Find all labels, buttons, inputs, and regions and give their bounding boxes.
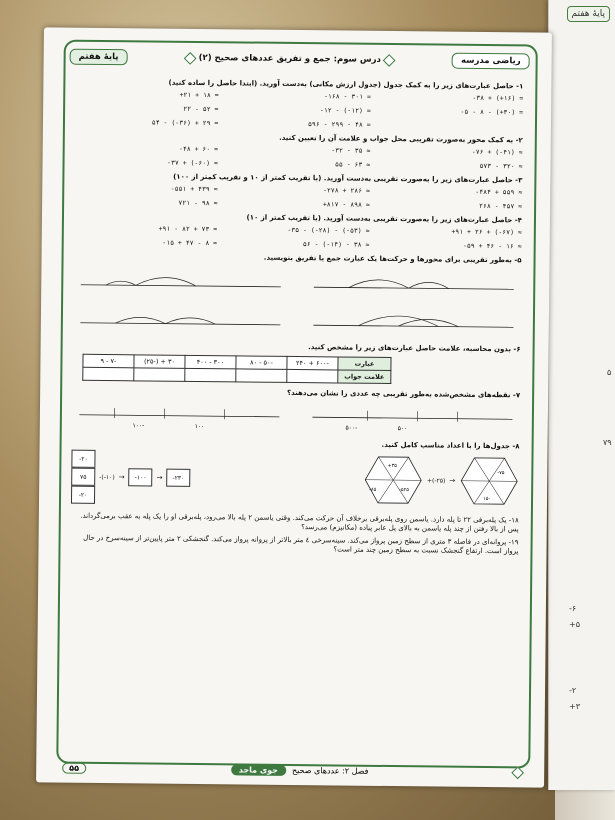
word-problem: ۱۹- پروانه‌ای در فاصله ۳ متری از سطح زمین پرواز می‌کند. سینه‌سرخی ٤ متر بالاتر از پروانه پرواز می‌کند. گنجشکی ۲ متر پایین‌تر از سینه‌سرخ در حال پرواز است. ارتفاع گنجشک نسبت به سطح زمین چند متر است؟ <box>83 533 519 555</box>
page-footer <box>62 760 522 781</box>
answer-row <box>74 198 522 211</box>
answer-cell[interactable] <box>134 368 185 382</box>
expression: -۴۸۴ + ۵۵۹ ≈ <box>475 187 523 197</box>
table-cell: ۳۰۰ - ۴۰۰ <box>185 355 236 369</box>
table-answer-label: علامت جواب <box>338 370 391 384</box>
answer-row <box>75 104 523 117</box>
number-line-svg <box>306 305 521 337</box>
expression: -۵ - ۸ - (+۳۰) = <box>460 107 524 117</box>
next-page-number: -۲ <box>569 686 577 695</box>
question-prompt: ۱- حاصل عبارت‌های زیر را به کمک جدول (جدول ارزش مکانی) به‌دست آورید. (ابتدا حاصل را ساده کنید) <box>168 78 524 91</box>
next-page-number: ۷۹ <box>603 438 612 447</box>
operation-label: +(-۲۵) <box>427 477 446 485</box>
table-cell: -۶۰۰ + ۲۴۰ <box>287 356 338 370</box>
hexagon-figure <box>363 453 520 509</box>
tables-figure <box>71 450 520 509</box>
answer-row <box>75 118 523 131</box>
question-prompt: ۶- بدون محاسبه، علامت حاصل عبارت‌های زیر را مشخص کنید. <box>308 343 521 354</box>
expression: -۵۹ + ۴۶ - ۱۶ ≈ <box>462 241 522 251</box>
expression: +۸۱۷ - ۸۹۸ ≈ <box>322 200 370 209</box>
subject-badge: ریاضی مدرسه <box>452 53 530 70</box>
expression: -۴۸ + ۶۰ ≈ <box>178 144 219 154</box>
next-page-number: +۵ <box>569 620 580 629</box>
tick-label: ۵۰۰ <box>397 424 408 432</box>
number-line-row <box>72 399 520 434</box>
question-prompt: ۵- به‌طور تقریبی برای محورها و حرکت‌ها یک عبارت جمع یا تفریق بنویسید. <box>263 253 522 265</box>
next-page-number: -۶ <box>569 604 577 613</box>
lesson-title-text: درس سوم: جمع و تفریق عددهای صحیح (۲) <box>198 52 381 65</box>
tick-label: -۵۰۰ <box>345 424 358 432</box>
next-page-grade-label: پایهٔ هفتم <box>567 6 610 22</box>
expression: -۱۵ + ۴۷ - ۸ ≈ <box>162 238 218 248</box>
expression: -۵۵۱ + ۴۳۹ ≈ <box>170 184 218 194</box>
arrow-icon: → <box>156 473 163 482</box>
expression: -۳۷ + (-۶۰) ≈ <box>167 158 218 168</box>
question-prompt: ۸- جدول‌ها را با اعداد مناسب کامل کنید. <box>381 440 520 450</box>
number-line <box>73 303 288 335</box>
number-line-row <box>73 303 521 338</box>
number-line <box>306 305 521 337</box>
question-prompt: ۴- حاصل عبارت‌های زیر را به‌صورت تقریبی به‌دست آورید. (با تقریب کمتر از ۱۰) <box>246 213 523 225</box>
expression <box>380 121 523 131</box>
expression: ۵۹۶ - ۲۹۹ - ۴۸ = <box>307 120 371 129</box>
table-cell: -۲۰ <box>71 486 95 504</box>
signs-table <box>82 353 391 383</box>
answer-cell[interactable] <box>287 369 338 383</box>
hexagon-left <box>363 455 424 506</box>
diamond-icon <box>184 52 197 65</box>
table-cell: -۲۳۰ <box>166 469 190 487</box>
table-cell: ۳۰ + (-۲۵) <box>134 354 185 368</box>
hex-value: -۸۵ <box>368 487 377 494</box>
answer-row <box>75 89 523 102</box>
expression: ۵۴ - (-۳۶) + ۲۹ = <box>151 118 219 128</box>
expression: -۳۵ - (-۲۸) - (-۵۳) ≈ <box>287 225 370 235</box>
questions-area <box>70 78 523 560</box>
answer-row <box>75 158 523 171</box>
expression: ۵۶ - (-۱۴) - ۳۸ ≈ <box>302 240 370 249</box>
expression: ۵۵ - ۶۳ ≈ <box>334 160 371 169</box>
table-cell: -۵۰ - ۸۰ <box>236 356 287 370</box>
tick-label: ۱۰۰ <box>194 422 205 430</box>
brand-label: جوی ماجد <box>231 764 286 776</box>
arrow-icon: → <box>118 473 125 482</box>
answer-cell[interactable] <box>83 367 134 381</box>
expression: ۵۷۳ - ۳۲۰ ≈ <box>479 161 523 171</box>
expression: ۲۲ - ۵۲ = <box>183 104 219 114</box>
table-cell: ۷۵ <box>71 468 95 486</box>
expression: -۷۶ + (-۴۱) ≈ <box>471 147 523 157</box>
next-page-number: +۳ <box>569 702 580 711</box>
diamond-icon <box>383 54 396 67</box>
hexagon-right <box>459 456 520 507</box>
answer-row <box>74 224 522 237</box>
hex-value: +۳۵ <box>387 463 397 470</box>
expression: ۷۲۱ - ۹۸ ≈ <box>178 198 218 208</box>
number-line-svg <box>73 303 288 335</box>
number-line-svg <box>72 399 287 431</box>
table-cell: -۱۰۰ <box>129 469 153 487</box>
answer-row <box>75 144 523 157</box>
answer-cell[interactable] <box>236 369 287 383</box>
answer-row <box>74 238 522 251</box>
number-line <box>72 399 287 431</box>
diamond-icon <box>511 766 524 779</box>
operation-label: -(-۱۰) <box>99 473 115 481</box>
table-cell: -۲۰ <box>71 450 95 468</box>
expression: ۲۶۸ - ۴۵۷ ≈ <box>479 201 523 211</box>
number-line-row <box>73 265 521 300</box>
expression: -۲۷۸ + ۲۸۶ ≈ <box>322 186 371 195</box>
expression: +۲۱ + ۱۸ = <box>179 90 219 99</box>
cross-table-figure <box>71 450 191 505</box>
hex-value: -۷۵ <box>497 470 505 477</box>
expression: -۱۶۸ - ۳۰۱ = <box>323 92 371 101</box>
number-line-svg <box>306 267 521 299</box>
question-prompt: ۲- به کمک محور به‌صورت تقریبی محل جواب و علامت آن را تعیین کنید. <box>279 133 523 145</box>
number-line <box>305 402 520 434</box>
word-problem: ۱۸- یک پلەبرقی ۲۲ تا پله دارد. یاسمن روی پلەبرقی برخلاف آن حرکت می‌کند. وقتی یاسمن ۲ پله بالا می‌رود، پلەبرقی او را یک پله به عقب برمی‌گرداند. پس از بالا رفتن از چند پله یاسمن به بالای پل عابر پیاده (مکانیزم) می‌رسد؟ <box>80 512 519 534</box>
lesson-title <box>186 53 394 65</box>
question-prompt: ۳- حاصل عبارت‌های زیر را به‌صورت تقریبی به‌دست آورید. (با تقریب کمتر از ۱۰ و تقریب کمتر از ۱۰۰) <box>173 172 523 185</box>
expression: +۹۱ - ۸۲ + ۷۳ ≈ <box>158 224 218 234</box>
table-cell: -۷ - ۹ <box>83 354 134 368</box>
next-page-edge <box>548 0 615 790</box>
arrow-icon: → <box>449 476 456 485</box>
answer-cell[interactable] <box>185 368 236 382</box>
hex-value: -۵۲۵ <box>398 487 409 494</box>
number-line <box>306 267 521 299</box>
expression: -۳۲ - ۳۵ ≈ <box>331 146 371 155</box>
table-header-label: عبارت <box>338 357 391 371</box>
grade-badge: پایهٔ هفتم <box>70 49 128 66</box>
question-prompt: ۷- نقطه‌های مشخص‌شده به‌طور تقریبی چه عددی را نشان می‌دهند؟ <box>287 388 521 400</box>
hex-value: ۱۵۰ <box>483 496 492 503</box>
page-number: ۵۵ <box>62 762 86 773</box>
expression: -۱۲ - (-۱۲) = <box>319 106 371 115</box>
answer-row <box>74 184 522 197</box>
number-line <box>73 265 288 297</box>
chapter-label: فصل ۲: عددهای صحیح <box>291 765 369 776</box>
number-line-svg <box>73 265 288 297</box>
number-line-svg <box>305 402 520 434</box>
workbook-page <box>36 27 552 787</box>
expression: -۳۸ + (+۱۶) = <box>472 93 524 103</box>
expression: +۹۱ + ۲۶ + (-۶۷) ≈ <box>451 227 522 237</box>
next-page-number: ۵ <box>607 368 612 377</box>
tick-label: -۱۰۰ <box>132 421 145 430</box>
